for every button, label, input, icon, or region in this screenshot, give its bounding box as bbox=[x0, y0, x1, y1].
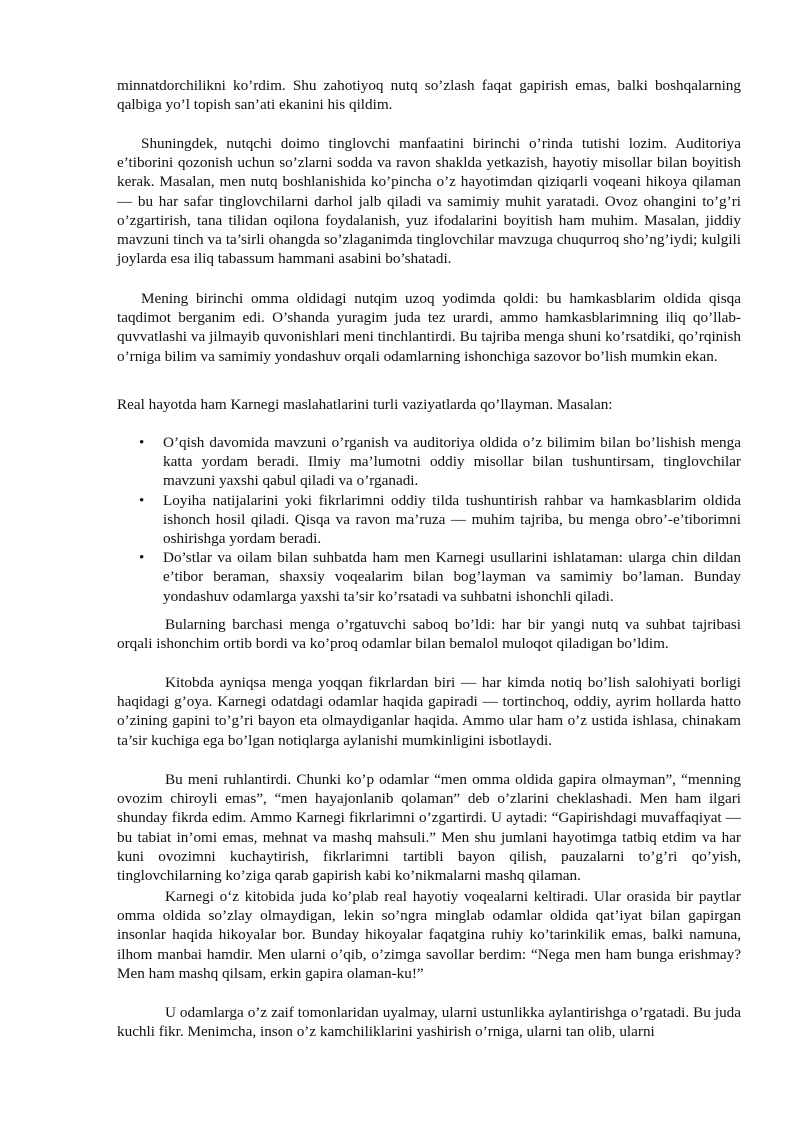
paragraph-1 bbox=[117, 76, 741, 114]
list-item-text: Loyiha natijalarini yoki fikrlarimni oddiy tilda tushuntirish rahbar va hamkasblarim oldida ishonch hosil qiladi. Qisqa va ravon ma’ruza — muhim tajriba, bu menga obro’-e’tiborimni oshirishga yordam beradi. bbox=[163, 491, 741, 548]
bullet-icon: • bbox=[139, 549, 145, 567]
paragraph-text: Bularning barchasi menga o’rgatuvchi saboq bo’ldi: har bir yangi nutq va suhbat tajribasi orqali ishonchim ortib bordi va ko’proq odamlar bilan bemalol muloqot qiladigan bo’ldim. bbox=[117, 616, 741, 653]
paragraph-text: Mening birinchi omma oldidagi nutqim uzoq yodimda qoldi: bu hamkasblarim oldida qisqa taqdimot berganim edi. O’shanda yuragim juda tez urardi, ammo hamkasblarimning iliq qo’llab-quvvatlashi va jilmayib quvonishlari meni tinchlantirdi. Bu tajriba menga shuni ko’rsatdiki, qo’rqinish o’rniga bilim va samimiy yondashuv orqali odamlarning ishonchiga sazovor bo’lish mumkin ekan. bbox=[117, 290, 741, 365]
bullet-list bbox=[117, 433, 741, 606]
bullet-icon: • bbox=[139, 434, 145, 451]
paragraph-9 bbox=[117, 1003, 741, 1041]
list-item-text: O’qish davomida mavzuni o’rganish va auditoriya oldida o’z bilimim bilan bo’lishish menga katta yordam beradi. Ilmiy ma’lumotni oddiy misollar bilan tushuntirsam, tinglovchilar mavzuni yaxshi qabul qiladi va o’rganadi. bbox=[163, 434, 741, 490]
paragraph-text: minnatdorchilikni ko’rdim. Shu zahotiyoq nutq so’zlash faqat gapirish emas, balki boshqalarning qalbiga yo’l topish san’ati ekanini his qildim. bbox=[117, 77, 741, 114]
paragraph-4 bbox=[117, 395, 741, 414]
list-item bbox=[117, 548, 741, 606]
paragraph-text: Kitobda ayniqsa menga yoqqan fikrlardan biri — har kimda notiq bo’lish salohiyati borligi haqidagi g’oya. Karnegi odatdagi odamlar haqida gapiradi — tortinchoq, oddiy, ayrim hollarda hatto o’zining gapini to’g’ri bayon eta olmaydiganlar haqida. Ammo ular ham o’z ustida ishlasa, chinakam ta’sir kuchiga ega bo’lgan notiqlarga aylanishi mumkinligini isbotlaydi. bbox=[117, 674, 741, 749]
paragraph-text: Real hayotda ham Karnegi maslahatlarini turli vaziyatlarda qo’llayman. Masalan: bbox=[117, 396, 613, 413]
list-item bbox=[117, 491, 741, 549]
list-item-text: Do’stlar va oilam bilan suhbatda ham men Karnegi usullarini ishlataman: ularga chin dildan e’tibor beraman, shaxsiy voqealarim bilan bog’layman va samimiy bo’laman. Bunday yondashuv odamlarga yaxshi ta’sir ko’rsatadi va suhbatni ishonchli qiladi. bbox=[163, 549, 741, 605]
paragraph-text: Karnegi o‘z kitobida juda ko’plab real hayotiy voqealarni keltiradi. Ular orasida bir paytlar omma oldida so’zlay olmaydigan, lekin so’ngra minglab odamlar oldida qat’iyat bilan gapirgan insonlar haqida hikoyalar bor. Bunday hikoyalar faqatgina ruhiy ko’tarinkilik emas, balki namuna, ilhom manbai hamdir. Men ularni o’qib, o’zimga savollar berdim: “Nega men ham bunga erishmay? Men ham mashq qilsam, erkin gapira olaman-ku!” bbox=[117, 888, 741, 982]
paragraph-text: Shuningdek, nutqchi doimo tinglovchi manfaatini birinchi o’rinda tutishi lozim. Auditoriya e’tiborini qozonish uchun so’zlarni sodda va ravon shaklda yetkazish, hayotiy misollar bilan boyitish kerak. Masalan, men nutq boshlanishida ko’pincha o’z hayotimdan qiziqarli voqeani hikoya qilaman — bu har safar tinglovchilarni darhol jalb qiladi va samimiy muhit yaratadi. Ovoz ohangini to’g’ri o’zgartirish, tana tilidan oqilona foydalanish, yuz ifodalarini boyitish ham muhim. Masalan, jiddiy mavzuni tinch va ta’sirli ohangda so’zlaganimda tinglovchilar mavzuga chuqurroq sho’ng’iydi; kulgili joylarda esa iliq tabassum hammani asabini bo’shatadi. bbox=[117, 135, 741, 268]
list-item bbox=[117, 433, 741, 491]
bullet-icon: • bbox=[139, 491, 145, 509]
paragraph-7 bbox=[117, 770, 741, 885]
paragraph-2 bbox=[117, 134, 741, 268]
paragraph-5 bbox=[117, 615, 741, 653]
paragraph-3 bbox=[117, 289, 741, 366]
paragraph-text: Bu meni ruhlantirdi. Chunki ko’p odamlar “men omma oldida gapira olmayman”, “menning ovozim chiroyli emas”, “men hayajonlanib qolaman” deb o’zlarini cheklashadi. Men ham ilgari shunday fikrda edim. Ammo Karnegi fikrlarimni o’zgartirdi. U aytadi: “Gapirishdagi muvaffaqiyat — bu tabiat in’omi emas, mehnat va mashq mahsuli.” Men shu jumlani hayotimga tatbiq etdim va har kuni ovozimni kuchaytirish, fikrlarimni tartibli bayon qilish, pauzalarni to’g’ri qo’yish, tinglovchilarning ko’ziga qarab gapirish kabi ko’nikmalarni mashq qilaman. bbox=[117, 771, 741, 885]
paragraph-6 bbox=[117, 673, 741, 750]
paragraph-text: U odamlarga o’z zaif tomonlaridan uyalmay, ularni ustunlikka aylantirishga o’rgatadi. Bu juda kuchli fikr. Menimcha, inson o’z kamchiliklarini yashirish o’rniga, ularni tan olib, ularni bbox=[117, 1004, 741, 1041]
paragraph-8 bbox=[117, 887, 741, 983]
